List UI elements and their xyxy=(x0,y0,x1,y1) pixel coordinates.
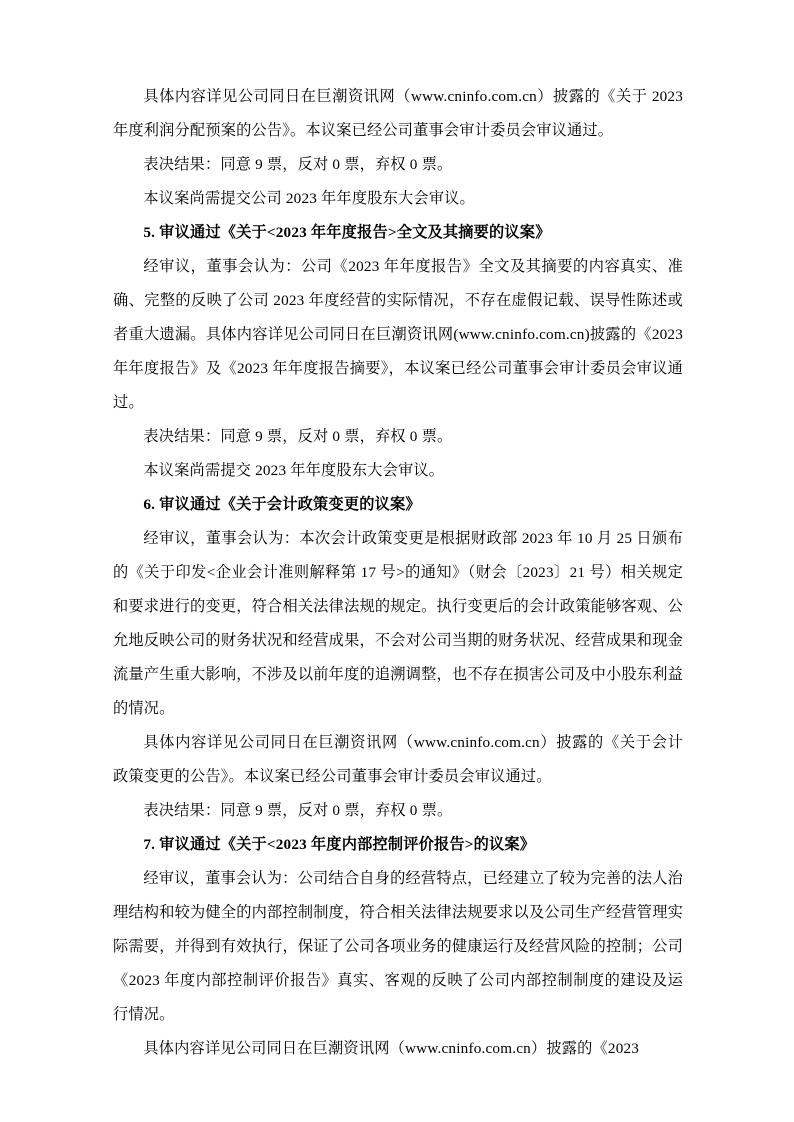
paragraph: 本议案尚需提交 2023 年年度股东大会审议。 xyxy=(143,462,445,479)
section-heading-7: 7. 审议通过《关于<2023 年度内部控制评价报告>的议案》 xyxy=(143,836,536,853)
paragraph: 本议案尚需提交公司 2023 年年度股东大会审议。 xyxy=(143,190,475,207)
section-heading-5: 5. 审议通过《关于<2023 年年度报告>全文及其摘要的议案》 xyxy=(143,224,551,241)
paragraph: 具体内容详见公司同日在巨潮资讯网（www.cninfo.com.cn）披露的《关于 2023 年度利润分配预案的公告》。本议案已经公司董事会审计委员会审议通过。 xyxy=(113,88,683,139)
paragraph: 表决结果：同意 9 票，反对 0 票，弃权 0 票。 xyxy=(143,156,453,173)
page-content xyxy=(113,80,683,1066)
paragraph: 表决结果：同意 9 票，反对 0 票，弃权 0 票。 xyxy=(143,428,453,445)
paragraph: 经审议，董事会认为：本次会计政策变更是根据财政部 2023 年 10 月 25 日颁布的《关于印发<企业会计准则解释第 17 号>的通知》（财会〔2023〕21 号）相关规定和要求进行的变更，符合相关法律法规的规定。执行变更后的会计政策能够客观、公允地反映公司的财务状况和经营成果，不会对公司当期的财务状况、经营成果和现金流量产生重大影响，不涉及以前年度的追溯调整，也不存在损害公司及中小股东利益的情况。 xyxy=(113,530,683,717)
paragraph: 经审议，董事会认为：公司结合自身的经营特点，已经建立了较为完善的法人治理结构和较为健全的内部控制制度，符合相关法律法规要求以及公司生产经营管理实际需要，并得到有效执行，保证了公司各项业务的健康运行及经营风险的控制；公司《2023 年度内部控制评价报告》真实、客观的反映了公司内部控制制度的建设及运行情况。 xyxy=(113,870,683,1023)
paragraph: 具体内容详见公司同日在巨潮资讯网（www.cninfo.com.cn）披露的《2023 xyxy=(143,1040,640,1057)
paragraph: 经审议，董事会认为：公司《2023 年年度报告》全文及其摘要的内容真实、准确、完整的反映了公司 2023 年度经营的实际情况，不存在虚假记载、误导性陈述或者重大遗漏。具体内容详见公司同日在巨潮资讯网(www.cninfo.com.cn)披露的《2023 年年度报告》及《2023 年年度报告摘要》，本议案已经公司董事会审计委员会审议通过。 xyxy=(113,258,683,411)
paragraph: 表决结果：同意 9 票，反对 0 票，弃权 0 票。 xyxy=(143,802,453,819)
paragraph: 具体内容详见公司同日在巨潮资讯网（www.cninfo.com.cn）披露的《关于会计政策变更的公告》。本议案已经公司董事会审计委员会审议通过。 xyxy=(113,734,683,785)
section-heading-6: 6. 审议通过《关于会计政策变更的议案》 xyxy=(143,496,421,513)
